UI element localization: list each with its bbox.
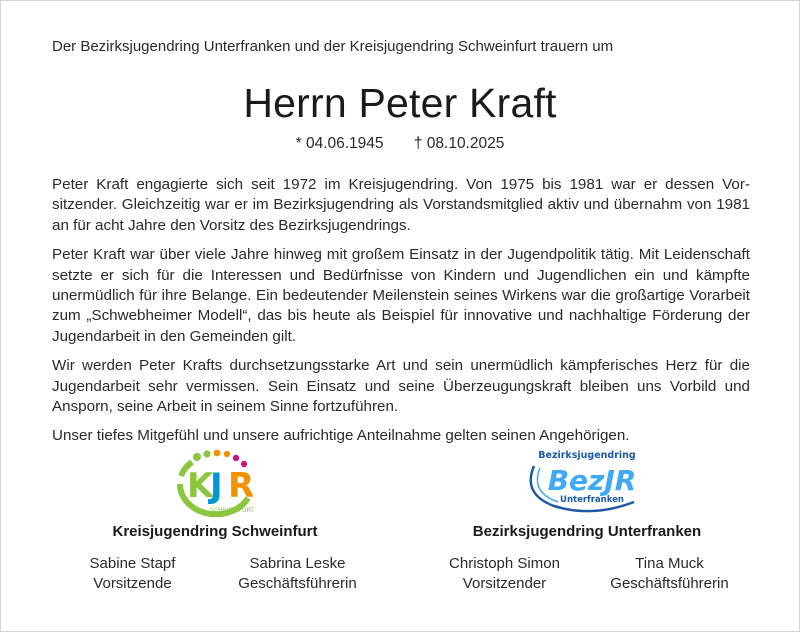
signer-role: Vorsitzende	[93, 575, 172, 592]
signer	[215, 554, 380, 594]
bezjr-logo	[422, 446, 752, 520]
birth-date: * 04.06.1945	[295, 135, 384, 152]
org-name-bezjr: Bezirksjugendring Unterfranken	[472, 523, 702, 540]
svg-text:R: R	[228, 466, 255, 506]
signer-role: Geschäftsführerin	[610, 575, 729, 592]
signer-role: Geschäftsführerin	[238, 575, 357, 592]
signer-name: Christoph Simon	[449, 555, 560, 572]
signer-name: Sabine Stapf	[89, 555, 176, 572]
life-dates	[0, 134, 800, 154]
svg-text:Unterfranken: Unterfranken	[560, 495, 624, 505]
paragraph: Peter Kraft engagierte sich seit 1972 im Kreisjugendring. Von 1975 bis 1981 war er dessen Vorsitzender. Gleichzeitig war er im Bezirksjugendring als Vorstandsmitglied aktiv und übernahm von 1981 an für acht Jahre den Vorsitz des Bezirksjugendrings.	[52, 176, 750, 234]
svg-text:J: J	[210, 466, 223, 506]
svg-text:Bezirksjugendring: Bezirksjugendring	[538, 450, 636, 461]
signers-bezjr	[422, 554, 752, 594]
svg-text:SCHWEINFURT: SCHWEINFURT	[210, 507, 254, 514]
obituary-body	[52, 175, 750, 456]
kjr-logo-graphic	[50, 446, 380, 520]
signer	[50, 554, 215, 594]
svg-text:BezJR: BezJR	[547, 464, 637, 497]
signer-name: Tina Muck	[635, 555, 704, 572]
signers-kjr	[50, 554, 380, 594]
paragraph: Wir werden Peter Krafts durchsetzungsstarke Art und sein unermüdlich kämpferisches Herz für die Jugendarbeit sehr vermissen. Sein Einsatz und seine Überzeugungskraft bleiben uns Vorbild und Ansporn, seine Arbeit in seinem Sinne fortzuführen.	[52, 357, 750, 416]
kjr-logo	[50, 446, 380, 520]
signer	[422, 554, 587, 594]
paragraph: Peter Kraft war über viele Jahre hinweg mit großem Einsatz in der Jugendpolitik tätig. Mit Leidenschaft setzte er sich für die Interessen und Bedürfnisse von Kindern und Jugendlichen ein und kämpfte unermüdlich für ihre Belange. Ein bedeutender Meilenstein seines Wirkens war die großartige Vorarbeit zum „Schwebheimer Modell“, das bis heute als Beispiel für innovative und nachhaltige Förderung der Jugendarbeit in den Gemeinden gilt.	[52, 246, 750, 345]
org-bezjr	[422, 446, 752, 594]
svg-text:K: K	[187, 466, 214, 506]
intro-line: Der Bezirksjugendring Unterfranken und der Kreisjugendring Schweinfurt trauern um	[52, 38, 614, 55]
death-date: † 08.10.2025	[413, 135, 505, 152]
org-kjr	[50, 446, 380, 594]
org-name-kjr: Kreisjugendring Schweinfurt	[112, 523, 318, 540]
signer-name: Sabrina Leske	[249, 555, 346, 572]
signer-role: Vorsitzender	[462, 575, 547, 592]
paragraph: Unser tiefes Mitgefühl und unsere aufrichtige Anteilnahme gelten seinen Angehörigen.	[52, 427, 630, 445]
signer	[587, 554, 752, 594]
deceased-name: Herrn Peter Kraft	[243, 80, 557, 126]
bezjr-logo-graphic	[422, 446, 752, 520]
